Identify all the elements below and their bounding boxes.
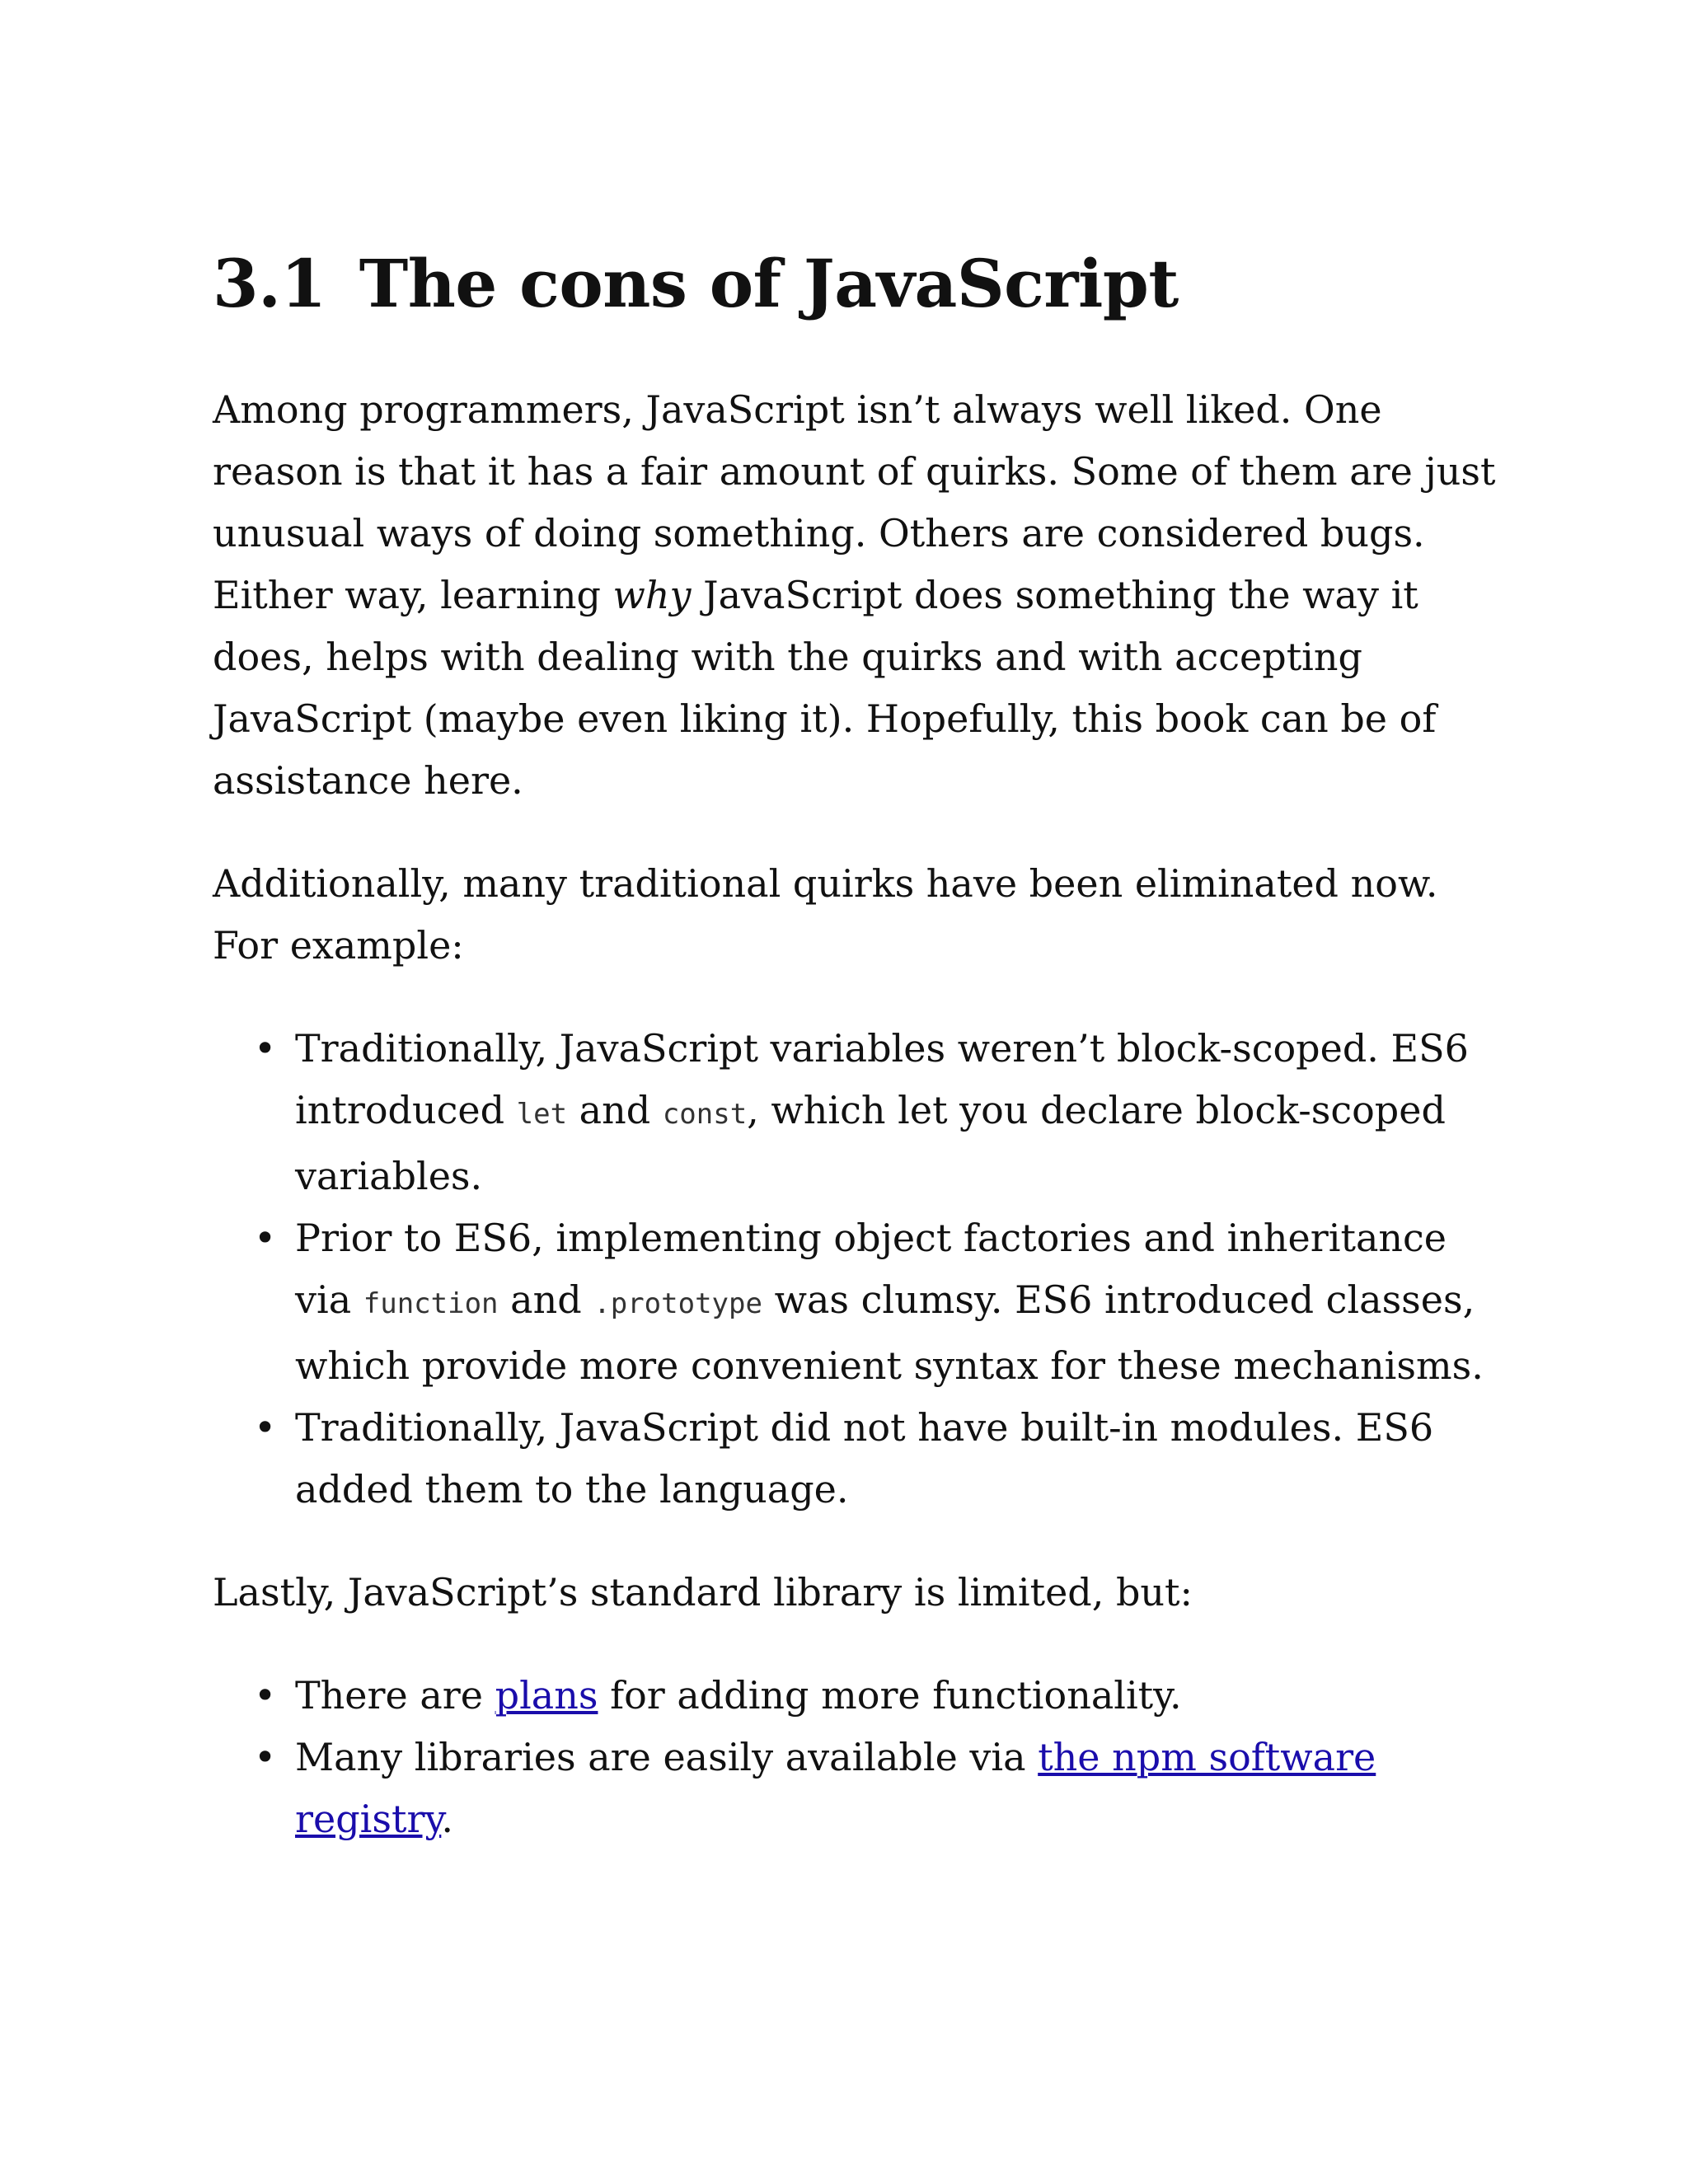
list-item [213, 1727, 1498, 1850]
list-item-text: . [441, 1797, 453, 1841]
document-page [213, 247, 1498, 1891]
section-number: 3.1 [213, 245, 326, 322]
lastly-paragraph: Lastly, JavaScript’s standard library is limited, but: [213, 1570, 1193, 1615]
bullet-icon: • [254, 1673, 277, 1718]
list-item-text: , which let you declare block-scoped variables. [295, 1088, 1446, 1198]
list-item-text: and [567, 1088, 663, 1132]
quirks-list [213, 1018, 1498, 1521]
bullet-icon: • [254, 1735, 277, 1779]
intro-text-2: JavaScript does something the way it does, helps with dealing with the quirks and with accepting JavaScript (maybe even liking it). Hopefully, this book can be of assistance here. [213, 573, 1437, 803]
list-item-text: and [498, 1277, 594, 1322]
list-item-text: was clumsy. ES6 introduced classes, which provide more convenient syntax for these mechanisms. [295, 1277, 1484, 1388]
list-item-text: for adding more functionality. [598, 1673, 1182, 1718]
npm-registry-link[interactable]: the npm software registry [295, 1735, 1376, 1841]
inline-code: const [662, 1098, 748, 1131]
list-item [213, 1665, 1498, 1727]
list-item-text: There are [295, 1673, 495, 1718]
list-item-text: Prior to ES6, implementing object factories and inheritance via [295, 1216, 1447, 1322]
list-item-text: Traditionally, JavaScript did not have built-in modules. ES6 added them to the language. [295, 1405, 1434, 1511]
inline-code: .prototype [593, 1287, 762, 1320]
list-item-text: Traditionally, JavaScript variables weren’t block-scoped. ES6 introduced [295, 1026, 1469, 1132]
intro-paragraph [213, 379, 1498, 812]
list-item-text: Many libraries are easily available via [295, 1735, 1039, 1779]
plans-link[interactable]: plans [495, 1673, 598, 1718]
list-item [213, 1018, 1498, 1207]
section-title: The cons of JavaScript [359, 245, 1179, 322]
additionally-paragraph: Additionally, many traditional quirks have been eliminated now. For example: [213, 861, 1438, 968]
intro-text-1: Among programmers, JavaScript isn’t always well liked. One reason is that it has a fair amount of quirks. Some of them are just unusual ways of doing something. Others are considered bugs. Either way, learning [213, 387, 1496, 617]
section-heading [213, 247, 1498, 320]
library-list [213, 1665, 1498, 1850]
bullet-icon: • [254, 1026, 277, 1071]
inline-code: function [363, 1287, 499, 1320]
bullet-icon: • [254, 1405, 277, 1450]
inline-code: let [516, 1098, 568, 1131]
intro-emphasis: why [612, 573, 692, 617]
bullet-icon: • [254, 1216, 277, 1260]
list-item [213, 1397, 1498, 1521]
list-item [213, 1207, 1498, 1397]
